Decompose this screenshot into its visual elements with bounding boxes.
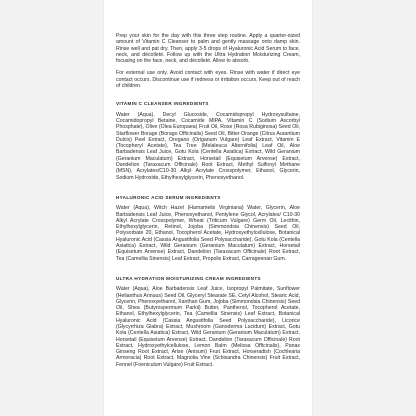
hyaluronic-acid-serum-heading: HYALURONIC ACID SERUM INGREDIENTS: [116, 194, 221, 200]
vitamin-c-cleanser-ingredients: Water (Aqua), Decyl Glucoside, Cocamidopropyl Hydroxysultaine, Cocamidopropyl Betaine, Cocamide MIPA, Vitamin C (Sodium Ascorbyl Phosphate), Olive (Olea Europaea) Fruit Oil, Rose (Rosa Rubiginosa) Seed Oil, Starflower Borage (Borago Officinalis) Seed Oil, Bitter Orange (Citrus Aurantium Dulcis) Peel Extract, Oregano (Origanum Vulgare) Leaf Extract, Vitamin E (Tocopheryl Acetate), Tea Tree (Melaleuca Alternifolia) Leaf Oil, Aloe Barbadensis Leaf Juice, Gotu Kola (Centella Asiatica) Extract, Wild Geranium (Geranium Maculatum) Extract, Horsetail (Equisetum Arvense) Extract, Dandelion (Taraxacum Officinale) Root Extract, Methyl Sulfonyl Methane (MSN), Acrylates/C10-30 Alkyl Acrylate Crosspolymer, Ethanol, Glycerin, Sodium Hydroxide, Ethylhexylglycerin, Phenoxyethanol.: [116, 111, 300, 181]
moisturizing-cream-heading: ULTRA HYDRATION MOISTURIZING CREAM INGREDIENTS: [116, 275, 261, 281]
instructions-card: [104, 0, 312, 416]
warning-paragraph: For external use only. Avoid contact with eyes. Rinse with water if direct eye contact occurs. Discontinue use if redness or irritation occurs. Keep out of reach of children.: [116, 70, 300, 90]
usage-instructions-paragraph: Prep your skin for the day with this three step routine. Apply a quarter-sized amount of Vitamin C Cleanser to palm and gently massage onto damp skin. Rinse well and pat dry. Then, apply 3-5 drops of Hyaluronic Acid Serum to face, neck, and décolleté. Follow up with the Ultra Hydration Moisturizing Cream, focusing on the face, neck, and décolleté. Allow to absorb.: [116, 33, 300, 65]
hyaluronic-acid-serum-ingredients: Water (Aqua), Witch Hazel (Hamamelis Virginiana) Water, Glycerin, Aloe Barbadensis Leaf Juice, Phenoxyethanol, Pentylene Glycol, Acrylates/ C10-30 Alkyl Acrylate Crosspolymer, Wheat (Triticum Vulgare) Germ Oil, Lecithin, Ethylhexylglycerin, Retinol, Jojoba (Simmondsia Chinensis) Seed Oil, Polysorbate 20, Ethanol, Tocopherol Acetate, Hydroxyethylcellulose, Botanical Hyaluronic Acid (Cassia Angustifolia Seed Polysaccharide), Gotu Kola (Centella Asiatica) Extract, Wild Geranium (Geranium Maculatum) Extract, Horsetail (Equisetum Arvense) Extract, Dandelion (Taraxacum Officinale) Root Extract, Tea (Camellia Sinensis) Leaf Extract, Propolis Extract, Carrageenan Gum.: [116, 205, 300, 262]
moisturizing-cream-ingredients: Water (Aqua), Aloe Barbadensis Leaf Juice, Isopropyl Palmitate, Sunflower (Helianthus Annuus) Seed Oil, Glyceryl Stearate SE, Cetyl Alcohol, Stearic Acid, Glycerin, Phenoxyethanol, Xanthan Gum, Jojoba (Simmondsia Chinensis) Seed Oil, Shea (Butyrospermum Parkii) Butter, Panthenol, Tocopherol Acetate, Ethanol, Ethylhexylglycerin, Tea (Camellia Sinensis) Leaf Extract, Botanical Hyaluronic Acid (Cassia Angustifolia Seed Polysaccharide), Licorice (Glycyrrhiza Glabra) Extract, Mushroom (Ganoderma Lucidum) Extract, Gotu Kola (Centella Asiatica) Extract, Wild Geranium (Geranium Maculatum) Extract, Horsetail (Equisetum Arvense) Extract, Dandelion (Taraxacum Officinale) Root Extract, Hydroxyethylcellulose, Lemon Balm (Melissa Officinalis), Panax Ginseng Root Extract, Arise (Anisum) Fruit Extract, Horseradish (Cochlearia Armoracia) Root Extract, Magnolia Vine (Schisandra Chinensis) Fruit Extract, Fennel (Foeniculum Vulgare) Fruit Extract.: [116, 286, 300, 368]
vitamin-c-cleanser-heading: VITAMIN C CLEANSER INGREDIENTS: [116, 101, 209, 107]
card-content: [116, 33, 300, 374]
